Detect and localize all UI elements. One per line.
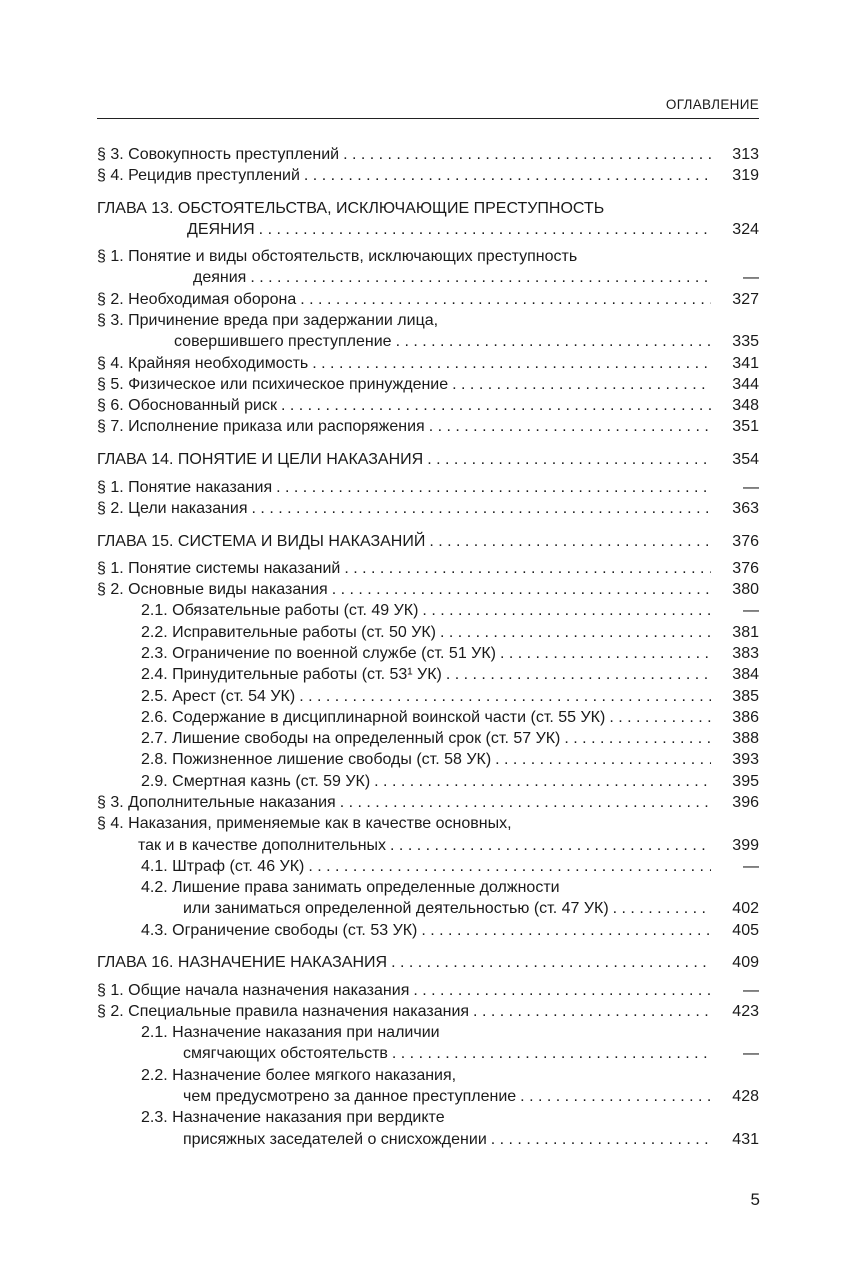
toc-subentry: 2.2. Исправительные работы (ст. 50 УК) . . . 381 [141, 622, 759, 643]
toc-subentry: 2.1. Назначение наказания при наличии [141, 1024, 440, 1041]
toc-subentry: смягчающих обстоятельств . . . — [183, 1043, 759, 1064]
toc-subentry: 4.1. Штраф (ст. 46 УК) . . . — [141, 856, 759, 877]
toc-entry: § 1. Понятие наказания . . . — [97, 477, 759, 498]
toc-subentry: 2.6. Содержание в дисциплинарной воинской части (ст. 55 УК) . . . 386 [141, 707, 759, 728]
toc-subentry: 2.5. Арест (ст. 54 УК) . . . 385 [141, 686, 759, 707]
toc-subentry: чем предусмотрено за данное преступление . . . 428 [183, 1086, 759, 1107]
toc-chapter-heading: ГЛАВА 14. ПОНЯТИЕ И ЦЕЛИ НАКАЗАНИЯ . . . 354 [97, 449, 759, 470]
toc-entry: § 2. Цели наказания . . . 363 [97, 498, 759, 519]
page-number: 5 [750, 1190, 760, 1209]
toc-entry: деяния . . . — [193, 267, 759, 288]
header-title: ОГЛАВЛЕНИЕ [665, 97, 759, 112]
toc-entry: § 5. Физическое или психическое принуждение . . . 344 [97, 374, 759, 395]
toc-subentry: 2.8. Пожизненное лишение свободы (ст. 58 УК) . . . 393 [141, 749, 759, 770]
toc-entry: § 4. Рецидив преступлений . . . 319 [97, 165, 759, 186]
toc-subentry: 2.7. Лишение свободы на определенный срок (ст. 57 УК) . . . 388 [141, 728, 759, 749]
toc-entry: § 2. Необходимая оборона . . . 327 [97, 289, 759, 310]
toc-subentry: 2.1. Обязательные работы (ст. 49 УК) . . . — [141, 600, 759, 621]
toc-subentry: 2.3. Ограничение по военной службе (ст. 51 УК) . . . 383 [141, 643, 759, 664]
toc-subentry: 4.2. Лишение права занимать определенные должности [141, 879, 560, 896]
toc-entry: § 2. Основные виды наказания . . . 380 [97, 579, 759, 600]
toc-entry: § 1. Общие начала назначения наказания . . . — [97, 980, 759, 1001]
toc-chapter-heading: ГЛАВА 16. НАЗНАЧЕНИЕ НАКАЗАНИЯ . . . 409 [97, 952, 759, 973]
toc-entry: § 3. Дополнительные наказания . . . 396 [97, 792, 759, 813]
toc-chapter-heading: ГЛАВА 13. ОБСТОЯТЕЛЬСТВА, ИСКЛЮЧАЮЩИЕ ПРЕСТУПНОСТЬ [97, 200, 605, 217]
toc-entry: § 2. Специальные правила назначения наказания . . . 423 [97, 1001, 759, 1022]
toc-entry: § 1. Понятие и виды обстоятельств, исключающих преступность [97, 248, 578, 265]
toc-entry: совершившего преступление . . . 335 [174, 331, 759, 352]
toc-subentry: 2.4. Принудительные работы (ст. 53¹ УК) . . . 384 [141, 664, 759, 685]
toc-entry: § 6. Обоснованный риск . . . 348 [97, 395, 759, 416]
toc-subentry: или заниматься определенной деятельностью (ст. 47 УК) . . . 402 [183, 898, 759, 919]
toc-subentry: 4.3. Ограничение свободы (ст. 53 УК) . . . 405 [141, 920, 759, 941]
toc-entry: § 4. Крайняя необходимость . . . 341 [97, 353, 759, 374]
toc-subentry: 2.9. Смертная казнь (ст. 59 УК) . . . 395 [141, 771, 759, 792]
toc-subentry: присяжных заседателей о снисхождении . . . 431 [183, 1129, 759, 1150]
toc-entry: так и в качестве дополнительных . . . 399 [138, 835, 759, 856]
toc-subentry: 2.3. Назначение наказания при вердикте [141, 1109, 445, 1126]
toc-entry: § 1. Понятие системы наказаний . . . 376 [97, 558, 759, 579]
running-header [97, 95, 759, 119]
toc-chapter-heading: ГЛАВА 15. СИСТЕМА И ВИДЫ НАКАЗАНИЙ . . . 376 [97, 531, 759, 552]
toc-entry: § 4. Наказания, применяемые как в качестве основных, [97, 815, 512, 832]
toc-entry: § 3. Причинение вреда при задержании лица, [97, 312, 439, 329]
toc-entry: § 7. Исполнение приказа или распоряжения . . . 351 [97, 416, 759, 437]
toc-subentry: 2.2. Назначение более мягкого наказания, [141, 1067, 457, 1084]
toc-entry: § 3. Совокупность преступлений . . . 313 [97, 144, 759, 165]
toc-chapter-heading: ДЕЯНИЯ . . . 324 [187, 219, 759, 240]
